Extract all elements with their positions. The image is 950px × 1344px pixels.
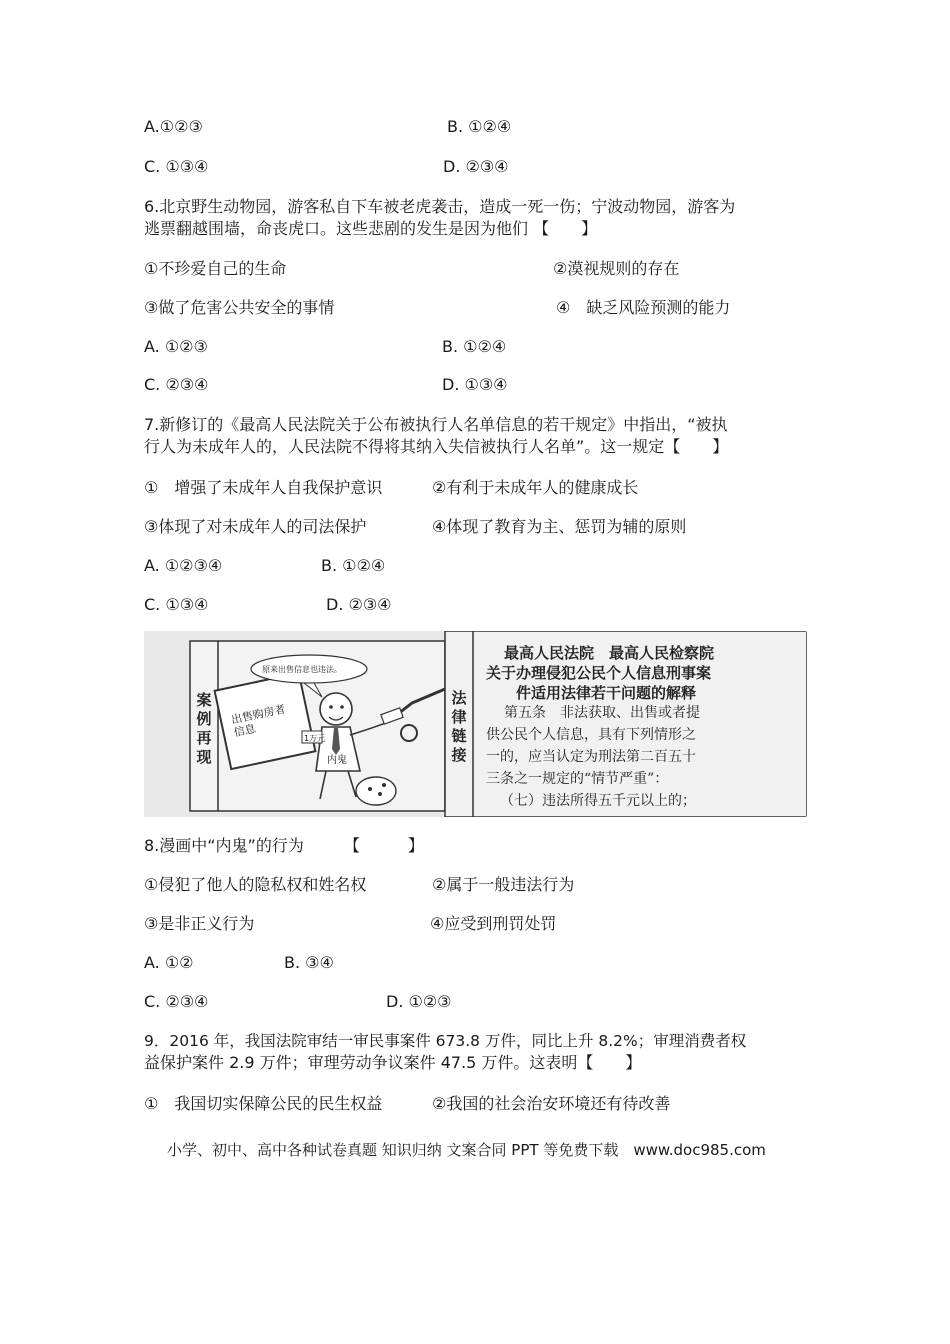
law-text-line1: 第五条 非法获取、出售或者提 (504, 705, 700, 721)
cartoon-person-label: 内鬼 (327, 755, 347, 766)
q8-statement-3: ③是非正义行为 (144, 914, 255, 933)
q8-statement-2: ②属于一般违法行为 (432, 875, 575, 894)
page-footer: 小学、初中、高中各种试卷真题 知识归纳 文案合同 PPT 等免费下载 www.doc985.com (167, 1141, 766, 1159)
q8-option-d: D. ①②③ (386, 992, 452, 1011)
cartoon-panel (144, 631, 807, 817)
cartoon-card-text: 1万元 (304, 734, 326, 743)
q5-option-b: B. ①②④ (447, 117, 512, 136)
law-title-line2: 关于办理侵犯公民个人信息刑事案 (486, 664, 712, 682)
q9-statement-2: ②我国的社会治安环境还有待改善 (432, 1094, 671, 1113)
q9-stem-line1: 9．2016 年，我国法院审结一审民事案件 673.8 万件，同比上升 8.2%；审理消费者权 (144, 1032, 747, 1050)
q8-statement-4: ④应受到刑罚处罚 (430, 914, 557, 933)
q6-statement-4: ④ 缺乏风险预测的能力 (556, 298, 731, 317)
q7-statement-4: ④体现了教育为主、惩罚为辅的原则 (432, 517, 687, 536)
q5-option-c: C. ①③④ (144, 157, 209, 176)
q8-option-a: A. ①② (144, 953, 194, 972)
q6-option-c: C. ②③④ (144, 375, 209, 394)
cartoon-right-label: 法律链接 (451, 689, 467, 764)
q7-stem-line1: 7.新修订的《最高人民法院关于公布被执行人名单信息的若干规定》中指出，“被执 (144, 415, 728, 434)
q7-option-d: D. ②③④ (326, 595, 392, 614)
q6-statement-1: ①不珍爱自己的生命 (144, 259, 287, 278)
q8-option-c: C. ②③④ (144, 992, 209, 1011)
q7-option-c: C. ①③④ (144, 595, 209, 614)
q9-stem-line2: 益保护案件 2.9 万件；审理劳动争议案件 47.5 万件。这表明【 】 (144, 1053, 642, 1072)
q7-option-a: A. ①②③④ (144, 556, 223, 575)
law-text-line2: 供公民个人信息，具有下列情形之 (486, 727, 696, 743)
q5-option-d: D. ②③④ (443, 157, 509, 176)
q8-statement-1: ①侵犯了他人的隐私权和姓名权 (144, 875, 367, 894)
q7-statement-2: ②有利于未成年人的健康成长 (432, 478, 639, 497)
q6-stem-line2: 逃票翻越围墙，命丧虎口。这些悲剧的发生是因为他们 【 】 (144, 219, 598, 238)
q6-option-a: A. ①②③ (144, 337, 208, 356)
cartoon-speech-text: 原来出售信息也违法。 (262, 665, 342, 674)
q6-statement-3: ③做了危害公共安全的事情 (144, 298, 335, 317)
q5-option-a: A.①②③ (144, 117, 203, 136)
q7-option-b: B. ①②④ (321, 556, 386, 575)
q6-option-b: B. ①②④ (442, 337, 507, 356)
cartoon-left-label: 案例再现 (196, 691, 212, 766)
q7-statement-1: ① 增强了未成年人自我保护意识 (144, 478, 383, 497)
q6-option-d: D. ①③④ (442, 375, 508, 394)
q9-statement-1: ① 我国切实保障公民的民生权益 (144, 1094, 383, 1113)
q6-statement-2: ②漠视规则的存在 (553, 259, 680, 278)
law-text-line4: 三条之一规定的“情节严重”： (486, 771, 669, 787)
law-text-line5: （七）违法所得五千元以上的； (500, 793, 696, 809)
law-title-line1: 最高人民法院 最高人民检察院 (504, 644, 715, 662)
q7-stem-line2: 行人为未成年人的，人民法院不得将其纳入失信被执行人名单”。这一规定【 】 (144, 437, 729, 456)
q8-option-b: B. ③④ (284, 953, 334, 972)
q7-statement-3: ③体现了对未成年人的司法保护 (144, 517, 367, 536)
q6-stem-line1: 6.北京野生动物园，游客私自下车被老虎袭击，造成一死一伤；宁波动物园，游客为 (144, 197, 736, 216)
law-title-line3: 件适用法律若干问题的解释 (516, 684, 697, 702)
q8-stem: 8.漫画中“内鬼”的行为 【 】 (144, 836, 424, 855)
law-text-line3: 一的，应当认定为刑法第二百五十 (486, 749, 696, 765)
cartoon-sign-text: 出售购房者信息 (229, 702, 287, 740)
